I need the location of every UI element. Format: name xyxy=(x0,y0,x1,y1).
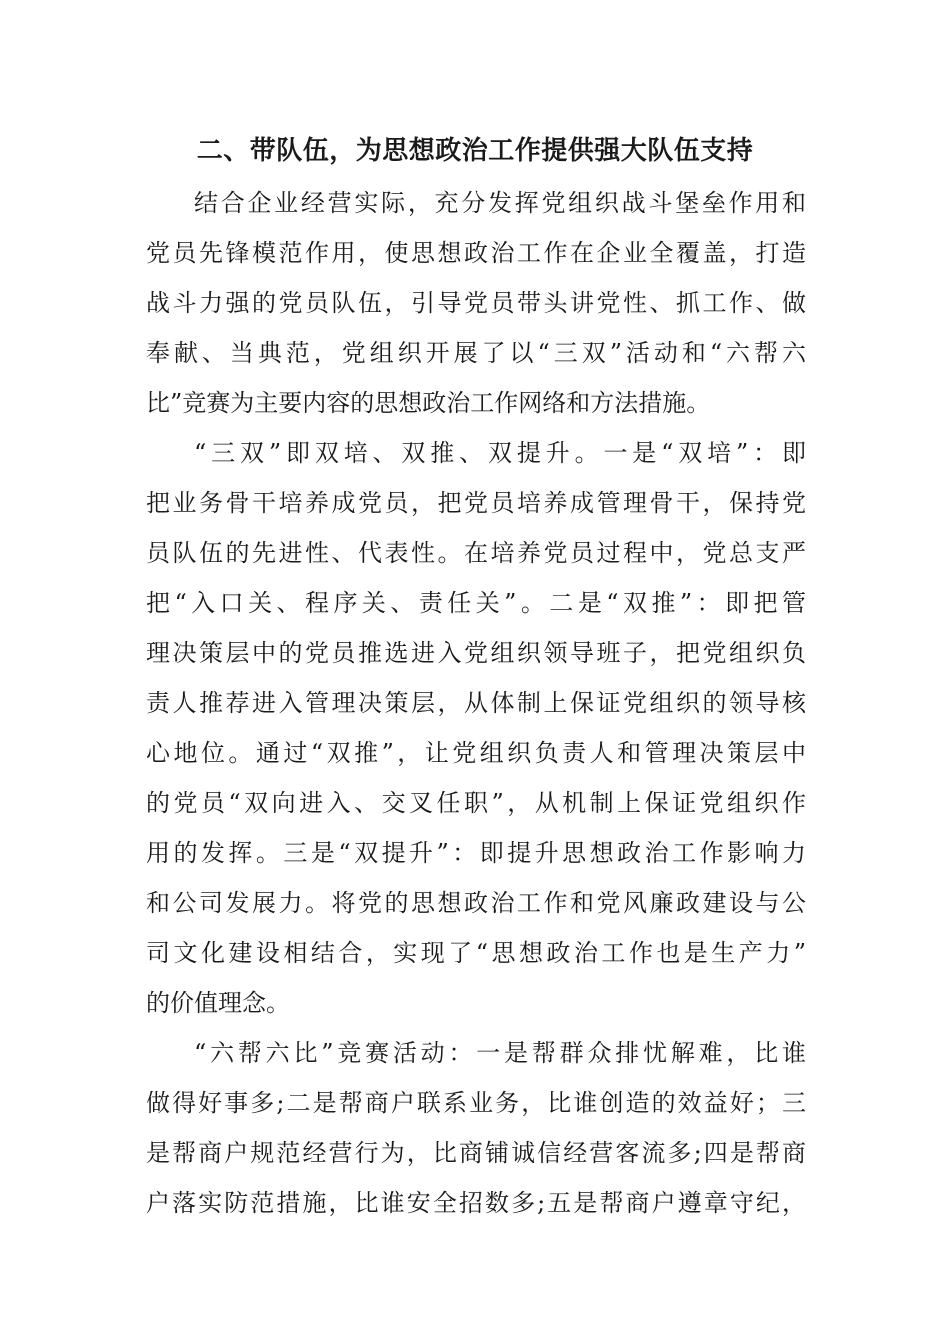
section-heading: 二、带队伍，为思想政治工作提供强大队伍支持 xyxy=(196,136,754,166)
body-text xyxy=(146,178,806,1228)
paragraph-2-line-8: 的党员“双向进入、交叉任职”，从机制上保证党组织作 xyxy=(146,789,806,817)
paragraph-1-line-3: 战斗力强的党员队伍，引导党员带头讲党性、抓工作、做 xyxy=(146,289,806,317)
paragraph-2-line-9: 用的发挥。三是“双提升”：即提升思想政治工作影响力 xyxy=(146,839,806,867)
paragraph-3-line-2: 做得好事多;二是帮商户联系业务，比谁创造的效益好；三 xyxy=(146,1089,806,1117)
paragraph-2-line-7: 心地位。通过“双推”，让党组织负责人和管理决策层中 xyxy=(146,739,806,767)
paragraph-2-line-10: 和公司发展力。将党的思想政治工作和党风廉政建设与公 xyxy=(146,889,806,917)
paragraph-2-line-12: 的价值理念。 xyxy=(146,989,290,1017)
paragraph-2-line-2: 把业务骨干培养成党员，把党员培养成管理骨干，保持党 xyxy=(146,489,806,517)
paragraph-2-line-3: 员队伍的先进性、代表性。在培养党员过程中，党总支严 xyxy=(146,539,806,567)
paragraph-2-line-5: 理决策层中的党员推选进入党组织领导班子，把党组织负 xyxy=(146,639,806,667)
paragraph-1-line-1: 结合企业经营实际，充分发挥党组织战斗堡垒作用和 xyxy=(194,189,806,217)
paragraph-2-line-11: 司文化建设相结合，实现了“思想政治工作也是生产力” xyxy=(146,939,806,967)
paragraph-2-line-4: 把“入口关、程序关、责任关”。二是“双推”：即把管 xyxy=(146,589,806,617)
paragraph-1-line-2: 党员先锋模范作用，使思想政治工作在企业全覆盖，打造 xyxy=(146,239,806,267)
paragraph-1-line-4: 奉献、当典范，党组织开展了以“三双”活动和“六帮六 xyxy=(146,339,806,367)
paragraph-3-line-1: “六帮六比”竞赛活动：一是帮群众排忧解难，比谁 xyxy=(194,1039,806,1067)
paragraph-3-line-4: 户落实防范措施，比谁安全招数多;五是帮商户遵章守纪， xyxy=(146,1189,806,1217)
paragraph-1-line-5: 比”竞赛为主要内容的思想政治工作网络和方法措施。 xyxy=(146,389,711,417)
paragraph-2-line-1: “三双”即双培、双推、双提升。一是“双培”：即 xyxy=(194,439,806,467)
paragraph-2-line-6: 责人推荐进入管理决策层，从体制上保证党组织的领导核 xyxy=(146,689,806,717)
paragraph-3-line-3: 是帮商户规范经营行为，比商铺诚信经营客流多;四是帮商 xyxy=(146,1139,806,1167)
